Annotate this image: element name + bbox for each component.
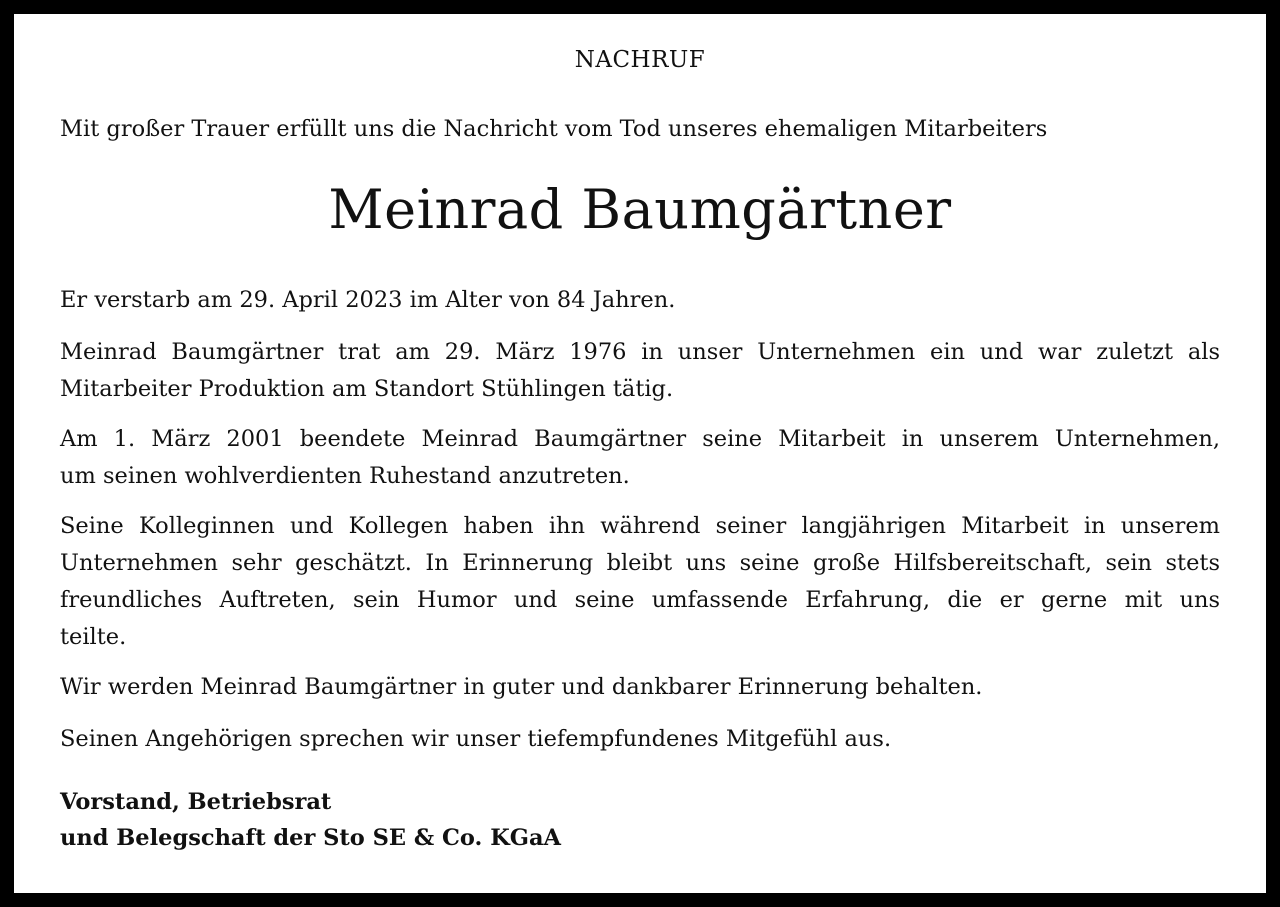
- paragraph-employment: [60, 334, 1220, 408]
- paragraph-death-date: [60, 282, 1220, 319]
- text-line: Wir werden Meinrad Baumgärtner in guter und dankbarer Erinnerung behalten.: [60, 674, 983, 700]
- paragraph-retirement: [60, 421, 1220, 495]
- signature-line: und Belegschaft der Sto SE & Co. KGaA: [60, 825, 562, 851]
- text-line: Am 1. März 2001 beendete Meinrad Baumgärtner seine Mitarbeit in unserem Unternehmen,: [60, 426, 1220, 452]
- text-line: freundliches Auftreten, sein Humor und seine umfassende Erfahrung, die er gerne mit uns: [60, 587, 1220, 613]
- signature-line: Vorstand, Betriebsrat: [60, 789, 332, 815]
- text-line: um seinen wohlverdienten Ruhestand anzutreten.: [60, 463, 630, 489]
- intro-text: Mit großer Trauer erfüllt uns die Nachricht vom Tod unseres ehemaligen Mitarbeiters: [60, 116, 1048, 142]
- text-line: teilte.: [60, 624, 127, 650]
- text-line: Mitarbeiter Produktion am Standort Stühlingen tätig.: [60, 376, 674, 402]
- paragraph-remembrance: [60, 669, 1220, 706]
- text-line: Unternehmen sehr geschätzt. In Erinnerung bleibt uns seine große Hilfsbereitschaft, sein stets: [60, 550, 1220, 576]
- obituary-notice: [14, 14, 1266, 893]
- signature-block: [60, 784, 561, 856]
- text-line: Seinen Angehörigen sprechen wir unser tiefempfundenes Mitgefühl aus.: [60, 726, 892, 752]
- text-line: Meinrad Baumgärtner trat am 29. März 1976 in unser Unternehmen ein und war zuletzt als: [60, 339, 1220, 365]
- paragraph-colleagues: [60, 508, 1220, 656]
- text-line: Seine Kolleginnen und Kollegen haben ihn während seiner langjährigen Mitarbeit in unserem: [60, 513, 1220, 539]
- notice-heading: NACHRUF: [574, 47, 706, 73]
- deceased-name: Meinrad Baumgärtner: [328, 178, 952, 241]
- text-line: Er verstarb am 29. April 2023 im Alter von 84 Jahren.: [60, 287, 676, 313]
- paragraph-condolence: [60, 721, 1220, 758]
